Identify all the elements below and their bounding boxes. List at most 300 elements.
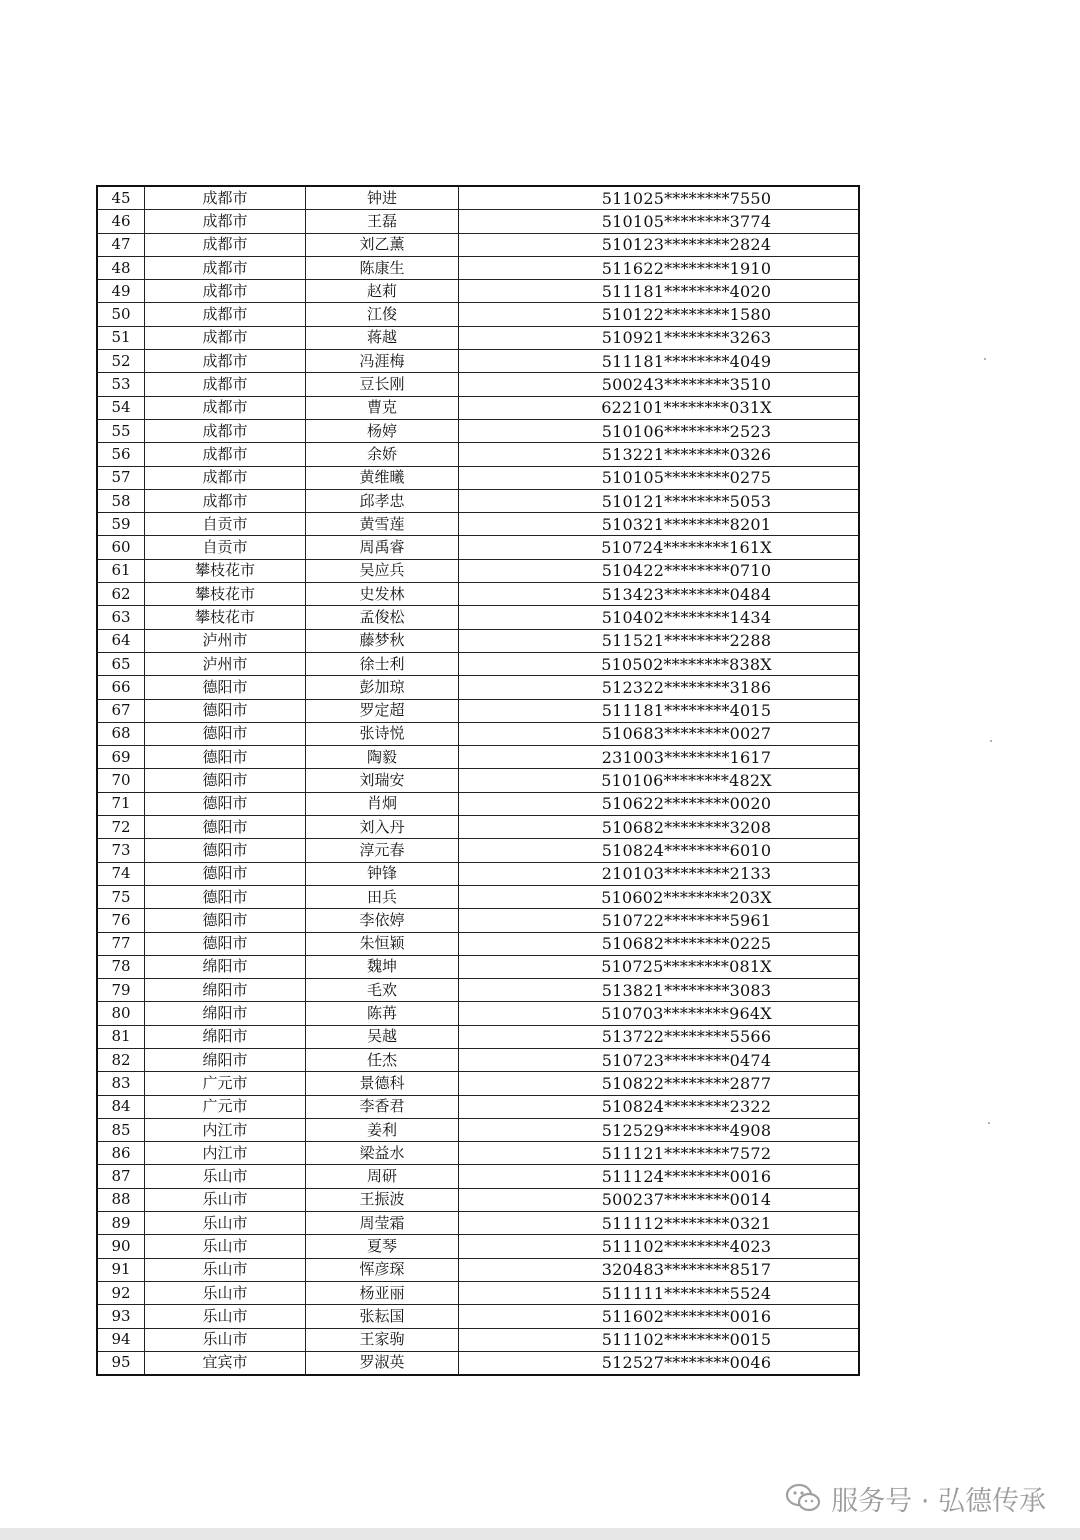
name-cell — [306, 559, 459, 582]
table-row — [97, 210, 859, 233]
name-cell-text: 冯涯梅 — [359, 351, 405, 370]
city-cell-text: 绵阳市 — [202, 980, 248, 999]
table-row — [97, 303, 859, 326]
id-number-cell-text: 511622********1910 — [601, 258, 772, 278]
name-cell-text: 罗定超 — [359, 701, 405, 720]
city-cell-text: 成都市 — [202, 211, 248, 230]
table-row — [97, 489, 859, 512]
name-cell — [306, 419, 459, 442]
city-cell-text: 泸州市 — [202, 631, 248, 650]
city-cell — [145, 1165, 306, 1188]
table-row — [97, 769, 859, 792]
city-cell-text: 宜宾市 — [202, 1353, 248, 1372]
name-cell — [306, 513, 459, 536]
city-cell — [145, 1328, 306, 1351]
name-cell — [306, 1351, 459, 1375]
id-number-cell — [459, 466, 860, 489]
roster-table — [96, 185, 860, 1376]
scan-speck — [988, 1122, 990, 1124]
city-cell — [145, 1212, 306, 1235]
row-number-cell — [97, 1351, 145, 1375]
city-cell — [145, 746, 306, 769]
row-number-cell — [97, 652, 145, 675]
row-number-cell — [97, 746, 145, 769]
id-number-cell-text: 500243********3510 — [601, 375, 772, 395]
row-number-cell — [97, 676, 145, 699]
city-cell — [145, 303, 306, 326]
table-row — [97, 1165, 859, 1188]
table-row — [97, 955, 859, 978]
row-number-cell — [97, 1188, 145, 1211]
city-cell-text: 乐山市 — [202, 1167, 248, 1186]
name-cell — [306, 186, 459, 210]
name-cell — [306, 862, 459, 885]
city-cell — [145, 862, 306, 885]
name-cell — [306, 466, 459, 489]
id-number-cell-text: 510602********203X — [601, 887, 772, 907]
name-cell-text: 刘入丹 — [359, 817, 405, 836]
city-cell — [145, 652, 306, 675]
name-cell-text: 江俊 — [366, 305, 397, 324]
row-number-cell — [97, 792, 145, 815]
id-number-cell-text: 513423********0484 — [601, 584, 772, 604]
watermark — [785, 1480, 1046, 1516]
table-row — [97, 699, 859, 722]
table-row — [97, 839, 859, 862]
row-number-cell — [97, 210, 145, 233]
id-number-cell-text: 510123********2824 — [601, 235, 772, 255]
id-number-cell-text: 510105********3774 — [601, 211, 772, 231]
city-cell-text: 德阳市 — [202, 701, 248, 720]
table-row — [97, 909, 859, 932]
id-number-cell — [459, 513, 860, 536]
city-cell-text: 广元市 — [202, 1073, 248, 1092]
city-cell-text: 德阳市 — [202, 887, 248, 906]
city-cell — [145, 280, 306, 303]
table-row — [97, 979, 859, 1002]
city-cell-text: 成都市 — [202, 491, 248, 510]
table-row — [97, 1142, 859, 1165]
name-cell-text: 罗淑英 — [359, 1353, 405, 1372]
city-cell-text: 德阳市 — [202, 677, 248, 696]
id-number-cell — [459, 722, 860, 745]
name-cell — [306, 326, 459, 349]
city-cell-text: 绵阳市 — [202, 957, 248, 976]
city-cell-text: 德阳市 — [202, 747, 248, 766]
city-cell-text: 攀枝花市 — [194, 584, 255, 603]
id-number-cell — [459, 1351, 860, 1375]
row-number-cell — [97, 606, 145, 629]
name-cell-text: 任杰 — [366, 1050, 397, 1069]
name-cell — [306, 1118, 459, 1141]
name-cell — [306, 396, 459, 419]
row-number-cell — [97, 839, 145, 862]
city-cell — [145, 932, 306, 955]
id-number-cell-text: 510105********0275 — [601, 468, 772, 488]
city-cell — [145, 256, 306, 279]
city-cell-text: 成都市 — [202, 444, 248, 463]
city-cell-text: 内江市 — [202, 1143, 248, 1162]
row-number-cell — [97, 1235, 145, 1258]
id-number-cell — [459, 1258, 860, 1281]
name-cell-text: 赵莉 — [366, 281, 397, 300]
id-number-cell — [459, 862, 860, 885]
row-number-cell — [97, 1025, 145, 1048]
id-number-cell — [459, 676, 860, 699]
row-number-cell-text: 60 — [111, 538, 131, 557]
table-row — [97, 583, 859, 606]
name-cell — [306, 792, 459, 815]
table-row — [97, 606, 859, 629]
table-row — [97, 1305, 859, 1328]
id-number-cell-text: 510106********2523 — [601, 421, 772, 441]
table-row — [97, 256, 859, 279]
id-number-cell — [459, 303, 860, 326]
city-cell — [145, 210, 306, 233]
row-number-cell-text: 93 — [111, 1306, 131, 1325]
city-cell-text: 绵阳市 — [202, 1004, 248, 1023]
id-number-cell — [459, 1305, 860, 1328]
id-number-cell — [459, 1188, 860, 1211]
id-number-cell-text: 512322********3186 — [601, 677, 772, 697]
city-cell-text: 广元市 — [202, 1097, 248, 1116]
id-number-cell — [459, 280, 860, 303]
city-cell-text: 泸州市 — [202, 654, 248, 673]
row-number-cell — [97, 536, 145, 559]
name-cell-text: 陶毅 — [366, 747, 397, 766]
name-cell — [306, 816, 459, 839]
city-cell-text: 乐山市 — [202, 1190, 248, 1209]
name-cell-text: 彭加琼 — [359, 677, 405, 696]
row-number-cell — [97, 909, 145, 932]
city-cell-text: 攀枝花市 — [194, 607, 255, 626]
city-cell-text: 成都市 — [202, 258, 248, 277]
row-number-cell-text: 79 — [111, 980, 131, 999]
row-number-cell-text: 76 — [111, 910, 131, 929]
city-cell — [145, 1258, 306, 1281]
city-cell-text: 乐山市 — [202, 1237, 248, 1255]
row-number-cell — [97, 722, 145, 745]
id-number-cell-text: 622101********031X — [601, 398, 772, 418]
name-cell-text: 魏坤 — [366, 957, 397, 976]
row-number-cell — [97, 979, 145, 1002]
name-cell-text: 徐士利 — [359, 654, 405, 673]
row-number-cell-text: 78 — [111, 957, 131, 976]
name-cell — [306, 1281, 459, 1304]
row-number-cell-text: 52 — [111, 351, 131, 370]
name-cell — [306, 909, 459, 932]
id-number-cell — [459, 1281, 860, 1304]
table-row — [97, 1118, 859, 1141]
id-number-cell — [459, 629, 860, 652]
row-number-cell — [97, 326, 145, 349]
city-cell-text: 乐山市 — [202, 1330, 248, 1349]
city-cell — [145, 1072, 306, 1095]
row-number-cell — [97, 1305, 145, 1328]
name-cell-text: 朱恒颖 — [359, 934, 405, 953]
city-cell-text: 自贡市 — [202, 538, 248, 557]
name-cell — [306, 746, 459, 769]
id-number-cell — [459, 1328, 860, 1351]
name-cell-text: 孟俊松 — [359, 607, 405, 626]
city-cell-text: 德阳市 — [202, 771, 248, 790]
id-number-cell-text: 320483********8517 — [601, 1260, 772, 1280]
name-cell-text: 杨婷 — [366, 421, 397, 440]
name-cell-text: 周研 — [366, 1167, 397, 1186]
row-number-cell — [97, 233, 145, 256]
city-cell — [145, 676, 306, 699]
row-number-cell — [97, 1281, 145, 1304]
row-number-cell-text: 65 — [111, 654, 131, 673]
name-cell-text: 王振波 — [359, 1190, 405, 1209]
name-cell-text: 刘乙薰 — [359, 235, 405, 254]
id-number-cell-text: 510122********1580 — [601, 305, 772, 325]
name-cell — [306, 1025, 459, 1048]
table-row — [97, 396, 859, 419]
city-cell-text: 绵阳市 — [202, 1027, 248, 1046]
row-number-cell — [97, 280, 145, 303]
name-cell-text: 淳元春 — [359, 840, 405, 859]
id-number-cell-text: 510622********0020 — [601, 794, 772, 814]
row-number-cell-text: 72 — [111, 817, 131, 836]
name-cell — [306, 583, 459, 606]
id-number-cell-text: 511111********5524 — [601, 1283, 772, 1303]
id-number-cell — [459, 536, 860, 559]
id-number-cell-text: 510682********3208 — [601, 817, 772, 837]
table-row — [97, 350, 859, 373]
row-number-cell — [97, 955, 145, 978]
table-row — [97, 1328, 859, 1351]
row-number-cell — [97, 396, 145, 419]
table-row — [97, 419, 859, 442]
id-number-cell — [459, 583, 860, 606]
row-number-cell-text: 68 — [111, 724, 131, 743]
table-row — [97, 652, 859, 675]
city-cell-text: 自贡市 — [202, 514, 248, 533]
row-number-cell-text: 89 — [111, 1213, 131, 1232]
id-number-cell-text: 510723********0474 — [601, 1050, 772, 1070]
row-number-cell — [97, 256, 145, 279]
id-number-cell — [459, 1048, 860, 1071]
row-number-cell — [97, 699, 145, 722]
name-cell-text: 张耘国 — [359, 1306, 405, 1325]
row-number-cell-text: 71 — [111, 794, 131, 813]
id-number-cell — [459, 932, 860, 955]
name-cell — [306, 489, 459, 512]
row-number-cell — [97, 862, 145, 885]
city-cell — [145, 816, 306, 839]
row-number-cell-text: 92 — [111, 1283, 131, 1302]
city-cell-text: 乐山市 — [202, 1260, 248, 1279]
id-number-cell — [459, 373, 860, 396]
table-row — [97, 280, 859, 303]
city-cell-text: 乐山市 — [202, 1283, 248, 1302]
id-number-cell — [459, 1025, 860, 1048]
table-row — [97, 746, 859, 769]
row-number-cell-text: 53 — [111, 375, 131, 394]
city-cell — [145, 606, 306, 629]
name-cell — [306, 652, 459, 675]
city-cell — [145, 513, 306, 536]
name-cell-text: 周禹睿 — [359, 538, 405, 557]
name-cell-text: 吴越 — [366, 1027, 397, 1046]
row-number-cell-text: 82 — [111, 1050, 131, 1069]
id-number-cell — [459, 186, 860, 210]
id-number-cell — [459, 396, 860, 419]
id-number-cell-text: 511102********4023 — [601, 1237, 772, 1256]
id-number-cell-text: 511124********0016 — [601, 1167, 772, 1187]
row-number-cell-text: 88 — [111, 1190, 131, 1209]
table-row — [97, 1212, 859, 1235]
table-row — [97, 326, 859, 349]
id-number-cell-text: 510824********6010 — [601, 840, 772, 860]
row-number-cell-text: 74 — [111, 864, 131, 883]
id-number-cell-text: 510703********964X — [601, 1004, 772, 1024]
id-number-cell — [459, 839, 860, 862]
city-cell-text: 德阳市 — [202, 817, 248, 836]
city-cell — [145, 443, 306, 466]
row-number-cell-text: 63 — [111, 607, 131, 626]
city-cell-text: 德阳市 — [202, 794, 248, 813]
id-number-cell — [459, 559, 860, 582]
id-number-cell-text: 510402********1434 — [601, 607, 772, 627]
name-cell-text: 吴应兵 — [359, 561, 405, 580]
id-number-cell — [459, 210, 860, 233]
city-cell — [145, 885, 306, 908]
name-cell — [306, 932, 459, 955]
table-row — [97, 233, 859, 256]
table-row — [97, 1351, 859, 1375]
name-cell-text: 周莹霜 — [359, 1213, 405, 1232]
row-number-cell — [97, 373, 145, 396]
row-number-cell-text: 46 — [111, 211, 131, 230]
name-cell-text: 景德科 — [359, 1073, 405, 1092]
table-row — [97, 466, 859, 489]
row-number-cell-text: 50 — [111, 305, 131, 324]
id-number-cell-text: 513821********3083 — [601, 980, 772, 1000]
table-row — [97, 932, 859, 955]
city-cell — [145, 979, 306, 1002]
row-number-cell — [97, 513, 145, 536]
id-number-cell — [459, 233, 860, 256]
id-number-cell-text: 511602********0016 — [601, 1306, 772, 1326]
row-number-cell — [97, 932, 145, 955]
name-cell — [306, 1095, 459, 1118]
id-number-cell-text: 512529********4908 — [601, 1120, 772, 1140]
name-cell — [306, 1258, 459, 1281]
wechat-icon — [785, 1483, 821, 1513]
table-row — [97, 373, 859, 396]
table-row — [97, 629, 859, 652]
row-number-cell-text: 86 — [111, 1143, 131, 1162]
row-number-cell — [97, 1072, 145, 1095]
id-number-cell — [459, 326, 860, 349]
row-number-cell-text: 69 — [111, 747, 131, 766]
id-number-cell — [459, 489, 860, 512]
name-cell — [306, 210, 459, 233]
city-cell — [145, 396, 306, 419]
row-number-cell — [97, 186, 145, 210]
name-cell — [306, 699, 459, 722]
name-cell — [306, 1235, 459, 1258]
row-number-cell-text: 61 — [111, 561, 131, 580]
city-cell — [145, 326, 306, 349]
city-cell-text: 德阳市 — [202, 934, 248, 953]
row-number-cell-text: 56 — [111, 444, 131, 463]
id-number-cell-text: 510822********2877 — [601, 1073, 772, 1093]
city-cell — [145, 1095, 306, 1118]
name-cell — [306, 1048, 459, 1071]
city-cell-text: 德阳市 — [202, 724, 248, 743]
name-cell — [306, 233, 459, 256]
row-number-cell-text: 47 — [111, 235, 131, 254]
table-row — [97, 513, 859, 536]
table-row — [97, 1235, 859, 1258]
table-row — [97, 1281, 859, 1304]
id-number-cell — [459, 443, 860, 466]
city-cell-text: 成都市 — [202, 281, 248, 300]
id-number-cell — [459, 1142, 860, 1165]
name-cell — [306, 1188, 459, 1211]
row-number-cell-text: 84 — [111, 1097, 131, 1116]
id-number-cell-text: 500237********0014 — [601, 1190, 772, 1210]
id-number-cell — [459, 1235, 860, 1258]
row-number-cell-text: 58 — [111, 491, 131, 510]
city-cell — [145, 629, 306, 652]
name-cell-text: 黄雪莲 — [359, 514, 405, 533]
name-cell-text: 邱孝忠 — [359, 491, 405, 510]
row-number-cell-text: 48 — [111, 258, 131, 277]
city-cell — [145, 1235, 306, 1258]
city-cell — [145, 1188, 306, 1211]
name-cell-text: 史发林 — [359, 584, 405, 603]
city-cell-text: 成都市 — [202, 421, 248, 440]
city-cell-text: 成都市 — [202, 375, 248, 394]
name-cell — [306, 769, 459, 792]
id-number-cell — [459, 652, 860, 675]
id-number-cell — [459, 1072, 860, 1095]
table-row — [97, 1188, 859, 1211]
name-cell-text: 田兵 — [366, 887, 397, 906]
table-row — [97, 1258, 859, 1281]
name-cell — [306, 1165, 459, 1188]
name-cell-text: 李依婷 — [359, 910, 405, 929]
table-row — [97, 862, 859, 885]
row-number-cell-text: 81 — [111, 1027, 131, 1046]
row-number-cell — [97, 769, 145, 792]
name-cell — [306, 629, 459, 652]
id-number-cell — [459, 955, 860, 978]
city-cell — [145, 1305, 306, 1328]
row-number-cell-text: 94 — [111, 1330, 131, 1349]
name-cell — [306, 979, 459, 1002]
name-cell-text: 钟锋 — [366, 864, 397, 883]
row-number-cell-text: 91 — [111, 1260, 131, 1279]
name-cell-text: 张诗悦 — [359, 724, 405, 743]
id-number-cell-text: 513722********5566 — [601, 1027, 772, 1047]
city-cell — [145, 233, 306, 256]
table-row — [97, 1095, 859, 1118]
id-number-cell — [459, 769, 860, 792]
city-cell — [145, 350, 306, 373]
id-number-cell — [459, 350, 860, 373]
table-row — [97, 536, 859, 559]
id-number-cell — [459, 699, 860, 722]
city-cell — [145, 1048, 306, 1071]
row-number-cell — [97, 443, 145, 466]
city-cell-text: 成都市 — [202, 305, 248, 324]
id-number-cell-text: 510106********482X — [601, 771, 772, 791]
